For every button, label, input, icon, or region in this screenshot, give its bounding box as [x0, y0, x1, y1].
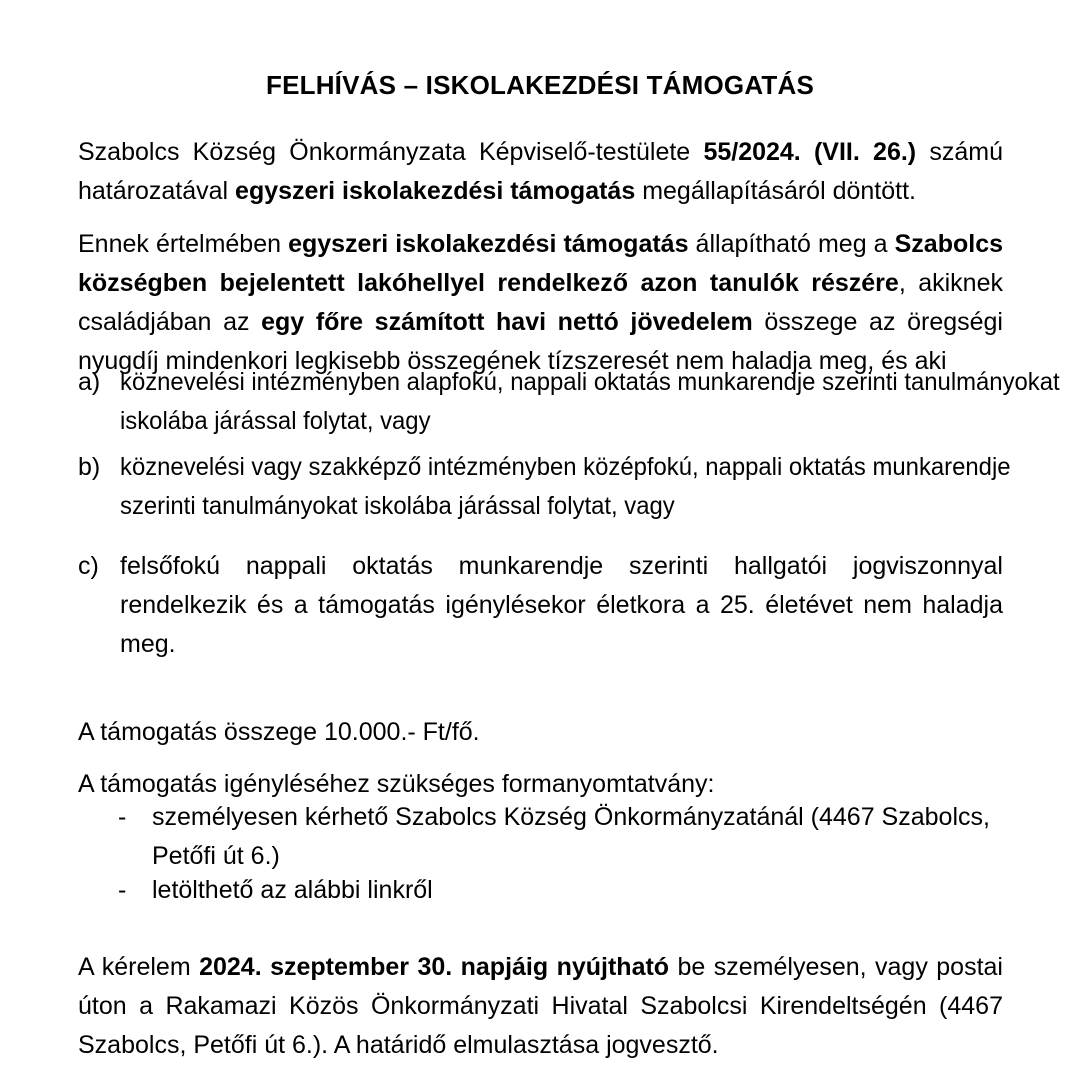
list-marker-a: a): [78, 368, 101, 396]
dash-marker: -: [118, 803, 127, 831]
list-marker-b: b): [78, 453, 101, 481]
list-item-c: [78, 547, 1008, 664]
dash-list-item-in-person: [118, 798, 1008, 876]
intro-text-part1: Szabolcs Község Önkormányzata Képviselő-testülete: [78, 138, 704, 166]
ennek-part2: állapítható meg a: [688, 230, 895, 258]
ennek-bold3: egy főre számított havi nettó jövedelem: [261, 308, 753, 336]
deadline-part2: be személyesen, vagy postai úton a Rakamazi Közös Önkormányzati Hivatal Szabolcsi Kirendeltségén (4467 Szabolcs, Petőfi út 6.). A határidő elmulasztása jogvesztő.: [78, 953, 1003, 1059]
paragraph-amount: A támogatás összege 10.000.- Ft/fő.: [78, 718, 480, 746]
dash-list-item-download: [118, 871, 1008, 910]
resolution-number: 55/2024. (VII. 26.): [703, 138, 917, 166]
paragraph-eligibility: [78, 225, 1003, 381]
list-marker-c: c): [78, 552, 99, 580]
list-item-b-text: köznevelési vagy szakképző intézményben középfokú, nappali oktatás munkarendje szerinti tanulmányokat iskolába járással folytat, vagy: [120, 453, 1011, 520]
list-item-b: [78, 448, 1063, 526]
dash-list-item-in-person-text: személyesen kérhető Szabolcs Község Önkormányzatánál (4467 Szabolcs, Petőfi út 6.): [152, 803, 990, 870]
intro-text-part2: számú határozatával: [78, 138, 1003, 205]
paragraph-form-intro: A támogatás igényléséhez szükséges formanyomtatvány:: [78, 770, 715, 798]
intro-text-part3: megállapításáról döntött.: [635, 177, 916, 205]
deadline-date: 2024. szeptember 30. napjáig nyújtható: [199, 953, 670, 981]
paragraph-intro: [78, 133, 1003, 211]
dash-marker: -: [118, 876, 127, 904]
ennek-part3: , akiknek családjában az: [78, 269, 1003, 336]
ennek-bold1: egyszeri iskolakezdési támogatás: [288, 230, 689, 258]
list-item-a: [78, 363, 1063, 441]
deadline-part1: A kérelem: [78, 953, 200, 981]
list-item-c-text: felsőfokú nappali oktatás munkarendje szerinti hallgatói jogviszonnyal rendelkezik és a támogatás igénylésekor életkora a 25. életévet nem haladja meg.: [120, 552, 1003, 658]
ennek-bold2: Szabolcs községben bejelentett lakóhellyel rendelkező azon tanulók részére: [78, 230, 1003, 297]
page-title: FELHÍVÁS – ISKOLAKEZDÉSI TÁMOGATÁS: [265, 70, 814, 101]
list-item-a-text: köznevelési intézményben alapfokú, nappali oktatás munkarendje szerinti tanulmányokat iskolába járással folytat, vagy: [120, 368, 1060, 435]
intro-emphasis: egyszeri iskolakezdési támogatás: [235, 177, 636, 205]
paragraph-deadline: [78, 948, 1003, 1065]
ennek-part1: Ennek értelmében: [78, 230, 289, 258]
ennek-part4: összege az öregségi nyugdíj mindenkori legkisebb összegének tízszeresét nem haladja meg, és aki: [78, 308, 1003, 375]
dash-list-item-download-text: letölthető az alábbi linkről: [152, 876, 433, 904]
